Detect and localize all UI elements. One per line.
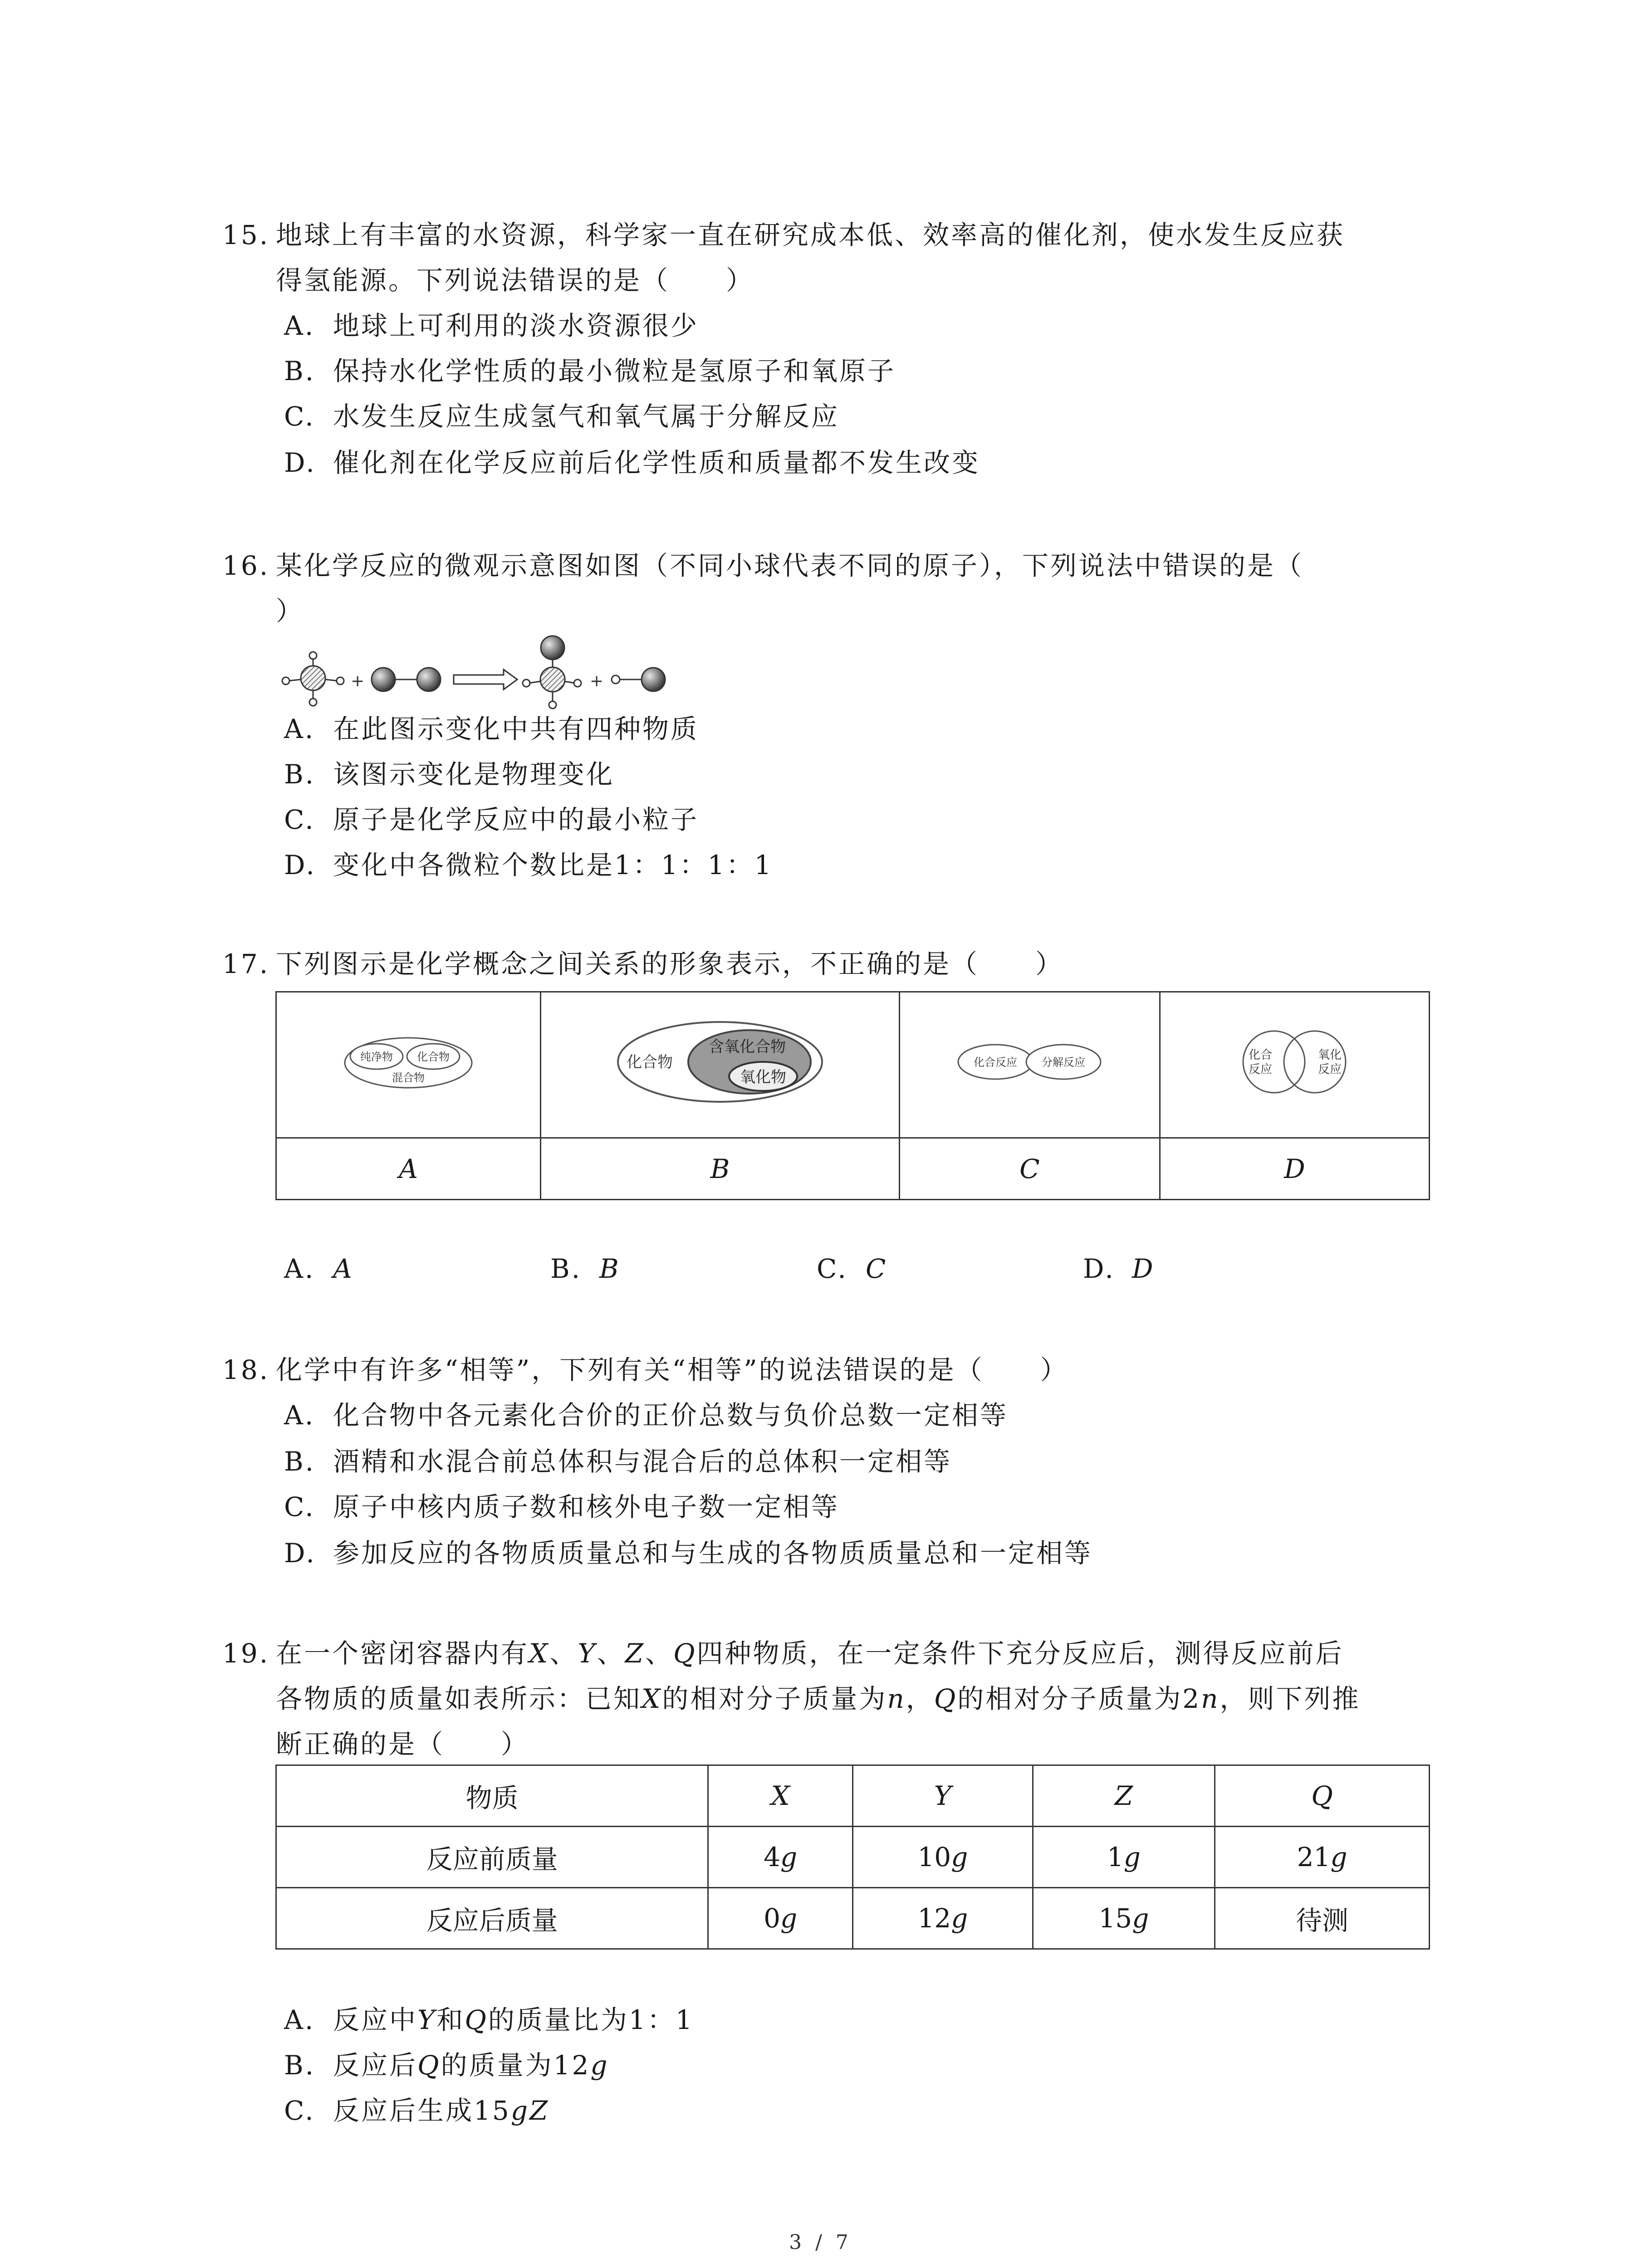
q18-option-b[interactable]: B. 酒精和水混合前总体积与混合后的总体积一定相等 [284, 1446, 952, 1477]
diagram-caption-a: A [276, 1138, 541, 1200]
diagram-caption-c: C [899, 1138, 1160, 1200]
q18-option-c[interactable]: C. 原子中核内质子数和核外电子数一定相等 [284, 1491, 840, 1522]
venn-diagram-d [1222, 1028, 1367, 1096]
table-cell: 21g [1215, 1827, 1430, 1888]
venn-diagram-a [340, 1030, 476, 1094]
mass-data-table [275, 1765, 1430, 1950]
q17-option-b[interactable]: B. B [550, 1253, 621, 1284]
q17-option-a[interactable]: A. A [284, 1253, 354, 1284]
svg-text:分解反应: 分解反应 [1042, 1056, 1086, 1069]
diagram-caption-d: D [1160, 1138, 1429, 1200]
diagram-c-cell [899, 992, 1160, 1138]
q18-option-d[interactable]: D. 参加反应的各物质质量总和与生成的各物质质量总和一定相等 [284, 1538, 1093, 1569]
reactant-molecule-1 [282, 652, 344, 706]
q16-stem-line1: 16. 某化学反应的微观示意图如图（不同小球代表不同的原子），下列说法中错误的是（ [222, 547, 1303, 584]
q16-stem-line2: ） [276, 596, 304, 626]
question-number: 16. [222, 550, 270, 581]
q19-option-b[interactable]: B. 反应后Q的质量为12g [284, 2050, 609, 2081]
table-row [276, 1888, 1430, 1949]
row-label: 反应后质量 [276, 1888, 708, 1949]
table-cell: 1g [1033, 1827, 1215, 1888]
product-molecule-1 [523, 636, 581, 709]
reaction-arrow-icon [454, 670, 517, 689]
q16-option-d[interactable]: D. 变化中各微粒个数比是1：1：1：1 [284, 850, 773, 880]
question-number: 17. [222, 948, 270, 979]
product-molecule-2 [612, 668, 665, 691]
reactant-molecule-2 [372, 668, 441, 691]
q15-option-b[interactable]: B. 保持水化学性质的最小微粒是氢原子和氧原子 [284, 356, 896, 386]
svg-text:纯净物: 纯净物 [360, 1050, 393, 1063]
svg-text:氧化: 氧化 [1318, 1048, 1342, 1062]
diagram-a-cell [276, 992, 541, 1138]
row-label: 反应前质量 [276, 1827, 708, 1888]
table-header-cell: Y [853, 1765, 1033, 1827]
svg-text:混合物: 混合物 [392, 1071, 425, 1084]
reaction-microscopic-diagram [274, 634, 683, 716]
table-cell: 12g [853, 1888, 1033, 1949]
question-number: 15. [222, 220, 270, 250]
q16-option-a[interactable]: A. 在此图示变化中共有四种物质 [284, 714, 699, 744]
table-header-cell: Q [1215, 1765, 1430, 1827]
q15-option-a[interactable]: A. 地球上可利用的淡水资源很少 [284, 310, 699, 341]
q17-option-d[interactable]: D. D [1083, 1253, 1155, 1284]
q16-option-b[interactable]: B. 该图示变化是物理变化 [284, 759, 615, 790]
table-header-cell: 物质 [276, 1765, 708, 1827]
q19-option-a[interactable]: A. 反应中Y和Q的质量比为1：1 [284, 2004, 694, 2035]
svg-text:反应: 反应 [1318, 1062, 1342, 1076]
question-number: 18. [222, 1354, 270, 1385]
table-header-row [276, 1765, 1430, 1827]
q15-option-c[interactable]: C. 水发生反应生成氢气和氧气属于分解反应 [284, 401, 840, 432]
q19-option-c[interactable]: C. 反应后生成15gZ [284, 2095, 550, 2126]
q19-stem-line2: 各物质的质量如表所示：已知X的相对分子质量为n，Q的相对分子质量为2n，则下列推 [276, 1683, 1361, 1714]
svg-text:化合物: 化合物 [417, 1050, 450, 1063]
table-cell-pending: 待测 [1215, 1888, 1430, 1949]
svg-text:化合反应: 化合反应 [974, 1056, 1018, 1069]
table-cell: 15g [1033, 1888, 1215, 1949]
table-cell: 4g [708, 1827, 853, 1888]
svg-text:化合: 化合 [1249, 1048, 1273, 1062]
q17-option-c[interactable]: C. C [817, 1253, 888, 1284]
concept-diagram-table [275, 991, 1430, 1200]
q19-stem-line1: 19. 在一个密闭容器内有X、Y、Z、Q四种物质，在一定条件下充分反应后，测得反应前后 [222, 1635, 1344, 1672]
table-header-cell: Z [1033, 1765, 1215, 1827]
diagram-d-cell [1160, 992, 1429, 1138]
q15-stem-line1: 15. 地球上有丰富的水资源，科学家一直在研究成本低、效率高的催化剂，使水发生反应获 [222, 217, 1345, 253]
question-number: 19. [222, 1638, 270, 1669]
table-cell: 0g [708, 1888, 853, 1949]
venn-diagram-b [611, 1017, 829, 1107]
table-row [276, 1827, 1430, 1888]
svg-text:氧化物: 氧化物 [740, 1068, 787, 1086]
q18-stem: 18. 化学中有许多“相等”，下列有关“相等”的说法错误的是（ ） [222, 1352, 1068, 1388]
plus-sign: + [351, 672, 365, 690]
page-number: 3 / 7 [789, 2231, 852, 2254]
svg-text:化合物: 化合物 [627, 1053, 673, 1071]
q18-option-a[interactable]: A. 化合物中各元素化合价的正价总数与负价总数一定相等 [284, 1400, 1009, 1431]
svg-text:含氧化合物: 含氧化合物 [709, 1037, 786, 1056]
diagram-caption-b: B [541, 1138, 900, 1200]
q15-stem-line2: 得氢能源。下列说法错误的是（ ） [276, 265, 754, 296]
table-cell: 10g [853, 1827, 1033, 1888]
q19-stem-line3: 断正确的是（ ） [276, 1729, 529, 1760]
q17-stem: 17. 下列图示是化学概念之间关系的形象表示，不正确的是（ ） [222, 946, 1063, 982]
q16-option-c[interactable]: C. 原子是化学反应中的最小粒子 [284, 804, 699, 835]
venn-diagram-c [952, 1035, 1107, 1089]
plus-sign: + [590, 672, 604, 690]
table-header-cell: X [708, 1765, 853, 1827]
q15-option-d[interactable]: D. 催化剂在化学反应前后化学性质和质量都不发生改变 [284, 447, 980, 478]
diagram-b-cell [541, 992, 900, 1138]
svg-text:反应: 反应 [1249, 1062, 1273, 1076]
